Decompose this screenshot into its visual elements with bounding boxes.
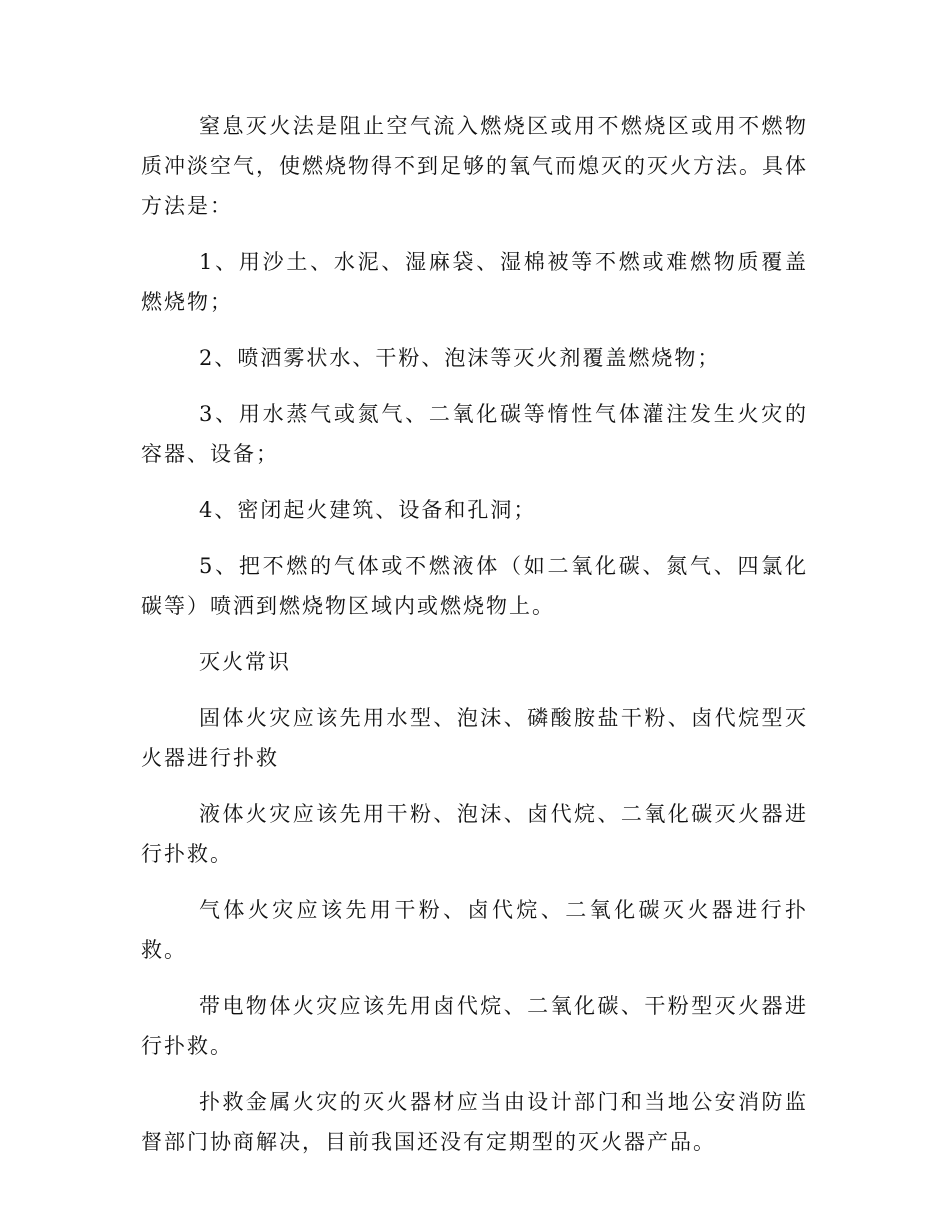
section-heading-fire-knowledge: 灭火常识 <box>199 650 291 674</box>
paragraph-method-4: 4、密闭起火建筑、设备和孔洞； <box>199 498 537 522</box>
paragraph-method-2: 2、喷洒雾状水、干粉、泡沫等灭火剂覆盖燃烧物； <box>199 346 721 370</box>
paragraph-suffocation-intro: 窒息灭火法是阻止空气流入燃烧区或用不燃烧区或用不燃物质冲淡空气，使燃烧物得不到足够的氧气而熄灭的灭火方法。具体方法是： <box>141 114 808 218</box>
paragraph-method-3: 3、用水蒸气或氮气、二氧化碳等惰性气体灌注发生火灾的容器、设备； <box>141 402 808 466</box>
paragraph-electrical-fire: 带电物体火灾应该先用卤代烷、二氧化碳、干粉型灭火器进行扑救。 <box>141 994 808 1058</box>
document-page <box>141 106 808 1178</box>
paragraph-liquid-fire: 液体火灾应该先用干粉、泡沫、卤代烷、二氧化碳灭火器进行扑救。 <box>141 802 808 866</box>
paragraph-gas-fire: 气体火灾应该先用干粉、卤代烷、二氧化碳灭火器进行扑救。 <box>141 898 808 962</box>
paragraph-method-1: 1、用沙土、水泥、湿麻袋、湿棉被等不燃或难燃物质覆盖燃烧物； <box>141 250 808 314</box>
paragraph-method-5: 5、把不燃的气体或不燃液体（如二氧化碳、氮气、四氯化碳等）喷洒到燃烧物区域内或燃烧物上。 <box>141 554 808 618</box>
paragraph-solid-fire: 固体火灾应该先用水型、泡沫、磷酸胺盐干粉、卤代烷型灭火器进行扑救 <box>141 706 808 770</box>
paragraph-metal-fire: 扑救金属火灾的灭火器材应当由设计部门和当地公安消防监督部门协商解决，目前我国还没有定期型的灭火器产品。 <box>141 1090 808 1154</box>
